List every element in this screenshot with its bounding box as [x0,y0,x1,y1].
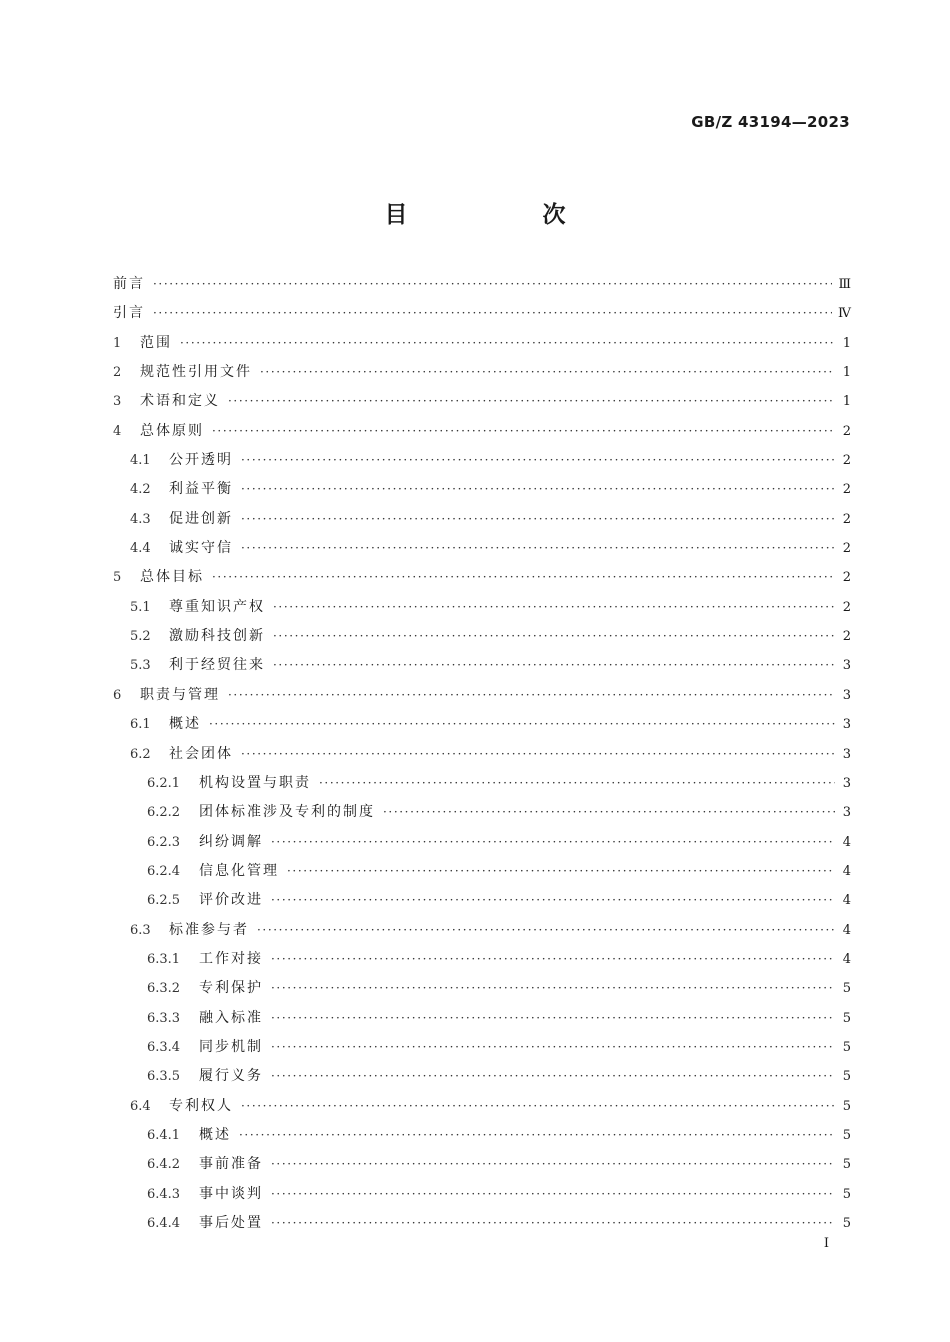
toc-entry-page: 3 [842,717,851,733]
toc-entry-number: 5.3 [130,658,151,674]
toc-entry-page: 4 [842,834,851,850]
toc-entry[interactable] [113,358,851,387]
toc-entry-number: 2 [113,365,122,381]
toc-dot-leader [271,1150,835,1179]
toc-entry-page: 1 [842,335,851,351]
toc-entry-page: 5 [842,1039,851,1055]
toc-entry-page: 2 [842,541,851,557]
toc-entry-page: 4 [842,922,851,938]
toc-entry[interactable] [113,475,851,504]
toc-entry-page: 5 [842,1069,851,1085]
toc-entry-label: 规范性引用文件 [140,364,252,381]
toc-entry-page: 5 [842,1127,851,1143]
toc-entry-number: 6.2.4 [147,863,181,879]
toc-dot-leader [241,505,835,534]
toc-entry-number: 6.4.3 [147,1186,181,1202]
toc-entry-label: 纠纷调解 [199,833,263,850]
toc-entry[interactable] [113,1033,851,1062]
toc-entry-label: 前言 [113,276,145,292]
toc-entry-label: 事前准备 [199,1156,263,1173]
toc-entry-page: 2 [842,423,851,439]
toc-entry-number: 4.1 [130,453,151,469]
toc-entry-page: 1 [842,394,851,410]
toc-entry-number: 5 [113,570,122,586]
toc-entry-number: 6.3.3 [147,1010,181,1026]
toc-dot-leader [180,329,835,358]
toc-entry-number: 6.2.3 [147,834,181,850]
toc-dot-leader [153,270,832,299]
toc-title: 目 次 [384,202,622,228]
toc-dot-leader [273,622,835,651]
toc-entry-number: 3 [113,394,122,410]
toc-entry-label: 机构设置与职责 [199,774,311,791]
toc-entry[interactable] [113,1180,851,1209]
footer-page-number: I [823,1236,829,1251]
toc-entry[interactable] [113,270,851,299]
toc-entry-label: 社会团体 [169,745,233,762]
toc-entry-page: Ⅳ [838,306,851,322]
toc-entry[interactable] [113,329,851,358]
toc-dot-leader [271,1004,835,1033]
toc-entry-page: 4 [842,893,851,909]
toc-entry-page: 3 [842,687,851,703]
toc-dot-leader [260,358,835,387]
toc-entry[interactable] [113,740,851,769]
toc-entry-label: 团体标准涉及专利的制度 [199,804,375,821]
toc-entry[interactable] [113,1004,851,1033]
toc-entry-label: 概述 [199,1126,231,1143]
toc-dot-leader [241,1092,835,1121]
toc-entry-label: 利益平衡 [169,481,233,498]
toc-entry[interactable] [113,563,851,592]
toc-entry-page: 2 [842,629,851,645]
toc-dot-leader [153,299,832,328]
toc-entry-number: 6.3.5 [147,1069,181,1085]
toc-entry-page: 2 [842,570,851,586]
toc-entry-number: 6.2 [130,746,151,762]
toc-entry-number: 4.3 [130,511,151,527]
toc-entry-page: 3 [842,746,851,762]
toc-entry-number: 1 [113,335,122,351]
toc-dot-leader [241,475,835,504]
toc-entry-number: 6.3.4 [147,1039,181,1055]
standard-code: GB/Z 43194—2023 [691,113,850,131]
toc-entry[interactable] [113,387,851,416]
toc-entry-page: 1 [842,365,851,381]
toc-entry-number: 6.4 [130,1098,151,1114]
toc-dot-leader [271,1033,835,1062]
toc-dot-leader [273,651,835,680]
toc-entry-number: 5.1 [130,599,151,615]
toc-entry-label: 专利保护 [199,980,263,997]
toc-entry-page: 4 [842,951,851,967]
toc-entry-page: 2 [842,599,851,615]
toc-entry-page: 3 [842,658,851,674]
toc-entry[interactable] [113,534,851,563]
toc-dot-leader [241,740,835,769]
toc-dot-leader [271,1209,835,1238]
toc-dot-leader [257,916,835,945]
toc-entry-number: 6.4.1 [147,1127,181,1143]
toc-entry-label: 工作对接 [199,950,263,967]
toc-dot-leader [228,681,835,710]
toc-dot-leader [212,563,835,592]
toc-entry-page: 5 [842,1186,851,1202]
toc-dot-leader [228,387,835,416]
toc-dot-leader [271,828,835,857]
toc-entry[interactable] [113,828,851,857]
toc-entry-number: 6.4.2 [147,1157,181,1173]
toc-entry-label: 总体原则 [140,422,204,439]
toc-entry-label: 引言 [113,305,145,322]
toc-dot-leader [239,1121,835,1150]
toc-entry-page: 3 [842,775,851,791]
toc-entry[interactable] [113,1150,851,1179]
toc-entry[interactable] [113,505,851,534]
toc-entry[interactable] [113,1092,851,1121]
toc-entry[interactable] [113,886,851,915]
toc-entry-label: 利于经贸往来 [169,657,265,674]
toc-dot-leader [271,945,835,974]
toc-dot-leader [271,1062,835,1091]
toc-entry[interactable] [113,299,851,328]
toc-dot-leader [209,710,835,739]
toc-entry-label: 融入标准 [199,1009,263,1026]
toc-entry-label: 标准参与者 [169,921,249,938]
toc-dot-leader [319,769,835,798]
toc-entry-number: 4.2 [130,482,151,498]
toc-entry-label: 概述 [169,716,201,733]
toc-entry-number: 4.4 [130,541,151,557]
toc-entry-number: 6.4.4 [147,1216,181,1231]
toc-entry[interactable] [113,622,851,651]
toc-entry-label: 专利权人 [169,1097,233,1114]
toc-entry-label: 同步机制 [199,1038,263,1055]
toc-dot-leader [271,886,835,915]
toc-dot-leader [241,446,835,475]
toc-entry-page: 5 [842,1010,851,1026]
toc-entry-label: 促进创新 [169,510,233,527]
toc-entry[interactable] [113,769,851,798]
toc-entry-label: 公开透明 [169,452,233,469]
toc-entry-page: Ⅲ [838,277,851,292]
table-of-contents [113,270,851,1238]
toc-entry-label: 范围 [140,334,172,351]
toc-entry[interactable] [113,945,851,974]
toc-entry-page: 5 [842,1216,851,1231]
toc-entry-number: 6.2.5 [147,893,181,909]
toc-entry-page: 3 [842,805,851,821]
toc-dot-leader [271,974,835,1003]
toc-entry-label: 职责与管理 [140,686,220,703]
toc-entry-number: 5.2 [130,629,151,645]
toc-entry-page: 2 [842,453,851,469]
toc-entry-label: 诚实守信 [169,540,233,557]
toc-entry[interactable] [113,1209,851,1238]
toc-entry-number: 6.2.1 [147,775,181,791]
toc-dot-leader [383,798,835,827]
toc-entry-label: 评价改进 [199,892,263,909]
toc-entry-number: 6.3 [130,922,151,938]
toc-entry-label: 激励科技创新 [169,628,265,645]
toc-entry-number: 6.2.2 [147,805,181,821]
toc-dot-leader [212,417,835,446]
toc-entry-number: 6 [113,687,122,703]
toc-entry-page: 5 [842,1098,851,1114]
toc-entry-label: 事中谈判 [199,1185,263,1202]
toc-entry-number: 6.3.2 [147,981,181,997]
toc-entry-label: 总体目标 [140,569,204,586]
toc-entry-label: 事后处置 [199,1215,263,1231]
toc-entry[interactable] [113,593,851,622]
toc-entry-number: 6.1 [130,717,151,733]
toc-entry-page: 2 [842,511,851,527]
toc-entry[interactable] [113,1121,851,1150]
toc-entry-page: 5 [842,1157,851,1173]
toc-entry-label: 尊重知识产权 [169,598,265,615]
toc-entry[interactable] [113,446,851,475]
toc-dot-leader [287,857,835,886]
toc-entry-page: 5 [842,981,851,997]
toc-entry[interactable] [113,916,851,945]
toc-dot-leader [241,534,835,563]
toc-entry-page: 2 [842,482,851,498]
toc-entry-label: 信息化管理 [199,862,279,879]
toc-dot-leader [273,593,835,622]
toc-dot-leader [271,1180,835,1209]
toc-entry-number: 4 [113,423,122,439]
toc-entry[interactable] [113,974,851,1003]
toc-entry-number: 6.3.1 [147,951,181,967]
toc-entry-label: 履行义务 [199,1068,263,1085]
toc-entry[interactable] [113,710,851,739]
toc-entry[interactable] [113,417,851,446]
toc-entry[interactable] [113,857,851,886]
toc-entry[interactable] [113,1062,851,1091]
toc-entry-label: 术语和定义 [140,393,220,410]
toc-entry[interactable] [113,681,851,710]
toc-entry-page: 4 [842,863,851,879]
toc-entry[interactable] [113,798,851,827]
toc-entry[interactable] [113,651,851,680]
